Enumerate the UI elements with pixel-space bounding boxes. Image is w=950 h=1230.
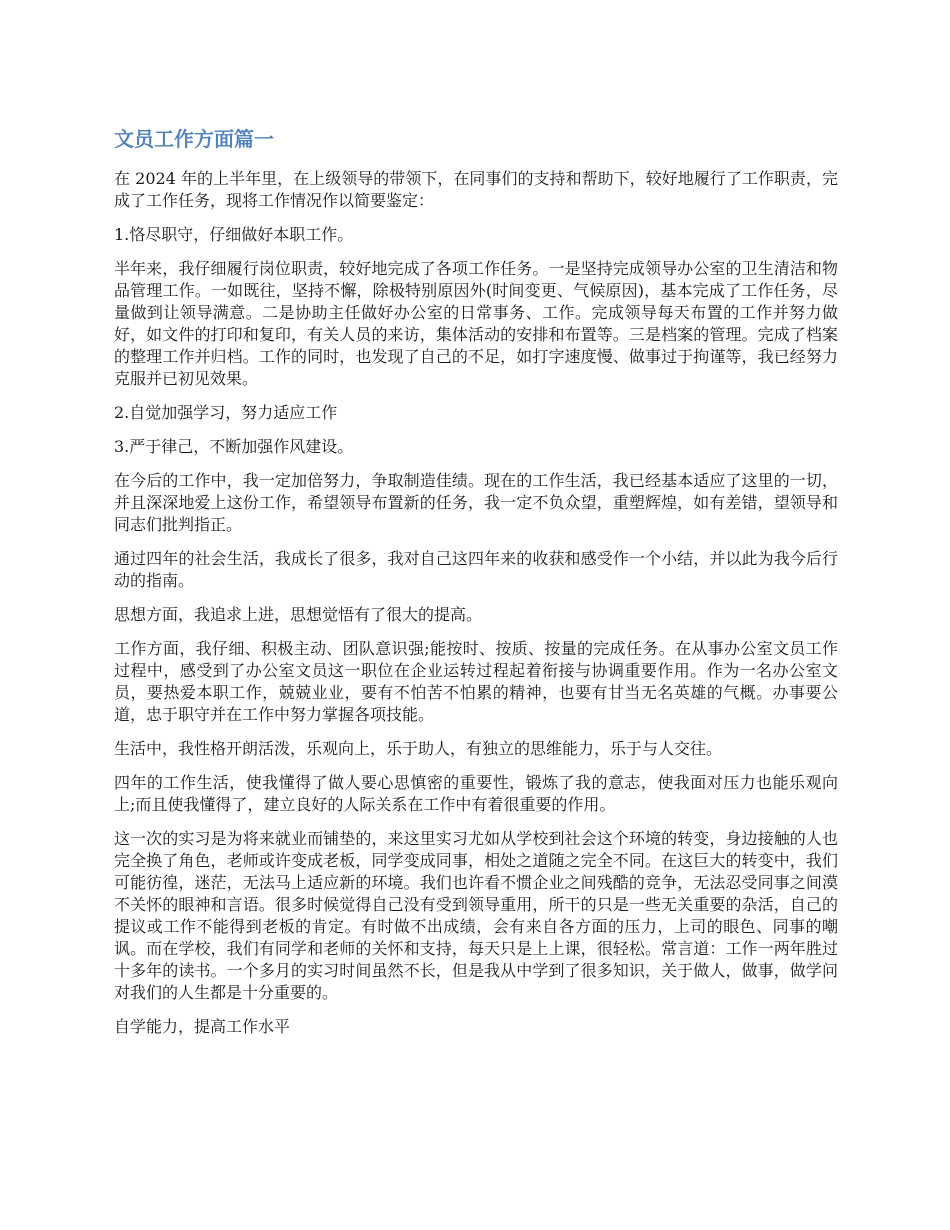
paragraph-heading-3: 3.严于律己，不断加强作风建设。 (114, 437, 354, 456)
document-page (114, 124, 838, 1050)
paragraph-heading-1: 1.恪尽职守，仔细做好本职工作。 (114, 225, 354, 244)
paragraph-duties: 半年来，我仔细履行岗位职责，较好地完成了各项工作任务。一是坚持完成领导办公室的卫生清洁和物品管理工作。一如既往，坚持不懈，除极特别原因外(时间变更、气候原因)，基本完成了工作任务，尽量做到让领导满意。二是协助主任做好办公室的日常事务、工作。完成领导每天布置的工作并努力做好，如文件的打印和复印，有关人员的来访，集体活动的安排和布置等。三是档案的管理。完成了档案的整理工作并归档。工作的同时，也发现了自己的不足，如打字速度慢、做事过于拘谨等，我已经努力克服并已初见效果。 (114, 259, 838, 388)
paragraph-intro: 在 2024 年的上半年里，在上级领导的带领下，在同事们的支持和帮助下，较好地履行了工作职责，完成了工作任务，现将工作情况作以简要鉴定： (114, 169, 838, 210)
paragraph-summary: 通过四年的社会生活，我成长了很多，我对自己这四年来的收获和感受作一个小结，并以此为我今后行动的指南。 (114, 549, 838, 590)
paragraph-heading-2: 2.自觉加强学习，努力适应工作 (114, 403, 338, 422)
paragraph-life: 生活中，我性格开朗活泼，乐观向上，乐于助人，有独立的思维能力，乐于与人交往。 (114, 739, 723, 758)
paragraph-work: 工作方面，我仔细、积极主动、团队意识强;能按时、按质、按量的完成任务。在从事办公室文员工作过程中，感受到了办公室文员这一职位在企业运转过程起着衔接与协调重要作用。作为一名办公室文员，要热爱本职工作，兢兢业业，要有不怕苦不怕累的精神，也要有甘当无名英雄的气概。办事要公道，忠于职守并在工作中努力掌握各项技能。 (114, 639, 838, 724)
document-title: 文员工作方面篇一 (114, 127, 274, 151)
paragraph-future: 在今后的工作中，我一定加倍努力，争取制造佳绩。现在的工作生活，我已经基本适应了这里的一切，并且深深地爱上这份工作，希望领导布置新的任务，我一定不负众望，重塑辉煌，如有差错，望领导和同志们批判指正。 (114, 471, 838, 534)
paragraph-thoughts: 思想方面，我追求上进，思想觉悟有了很大的提高。 (114, 605, 483, 624)
paragraph-internship: 这一次的实习是为将来就业而铺垫的，来这里实习尤如从学校到社会这个环境的转变，身边接触的人也完全换了角色，老师或许变成老板，同学变成同事，相处之道随之完全不同。在这巨大的转变中，我们可能彷徨，迷茫，无法马上适应新的环境。我们也许看不惯企业之间残酷的竞争，无法忍受同事之间漠不关怀的眼神和言语。很多时候觉得自己没有受到领导重用，所干的只是一些无关重要的杂活，自己的提议或工作不能得到老板的肯定。有时做不出成绩，会有来自各方面的压力，上司的眼色、同事的嘲讽。而在学校，我们有同学和老师的关怀和支持，每天只是上上课，很轻松。常言道：工作一两年胜过十多年的读书。一个多月的实习时间虽然不长，但是我从中学到了很多知识，关于做人，做事，做学问对我们的人生都是十分重要的。 (114, 829, 838, 1002)
paragraph-four-years: 四年的工作生活，使我懂得了做人要心思慎密的重要性，锻炼了我的意志，使我面对压力也能乐观向上;而且使我懂得了，建立良好的人际关系在工作中有着很重要的作用。 (114, 773, 838, 814)
paragraph-self-study: 自学能力，提高工作水平 (114, 1017, 291, 1036)
